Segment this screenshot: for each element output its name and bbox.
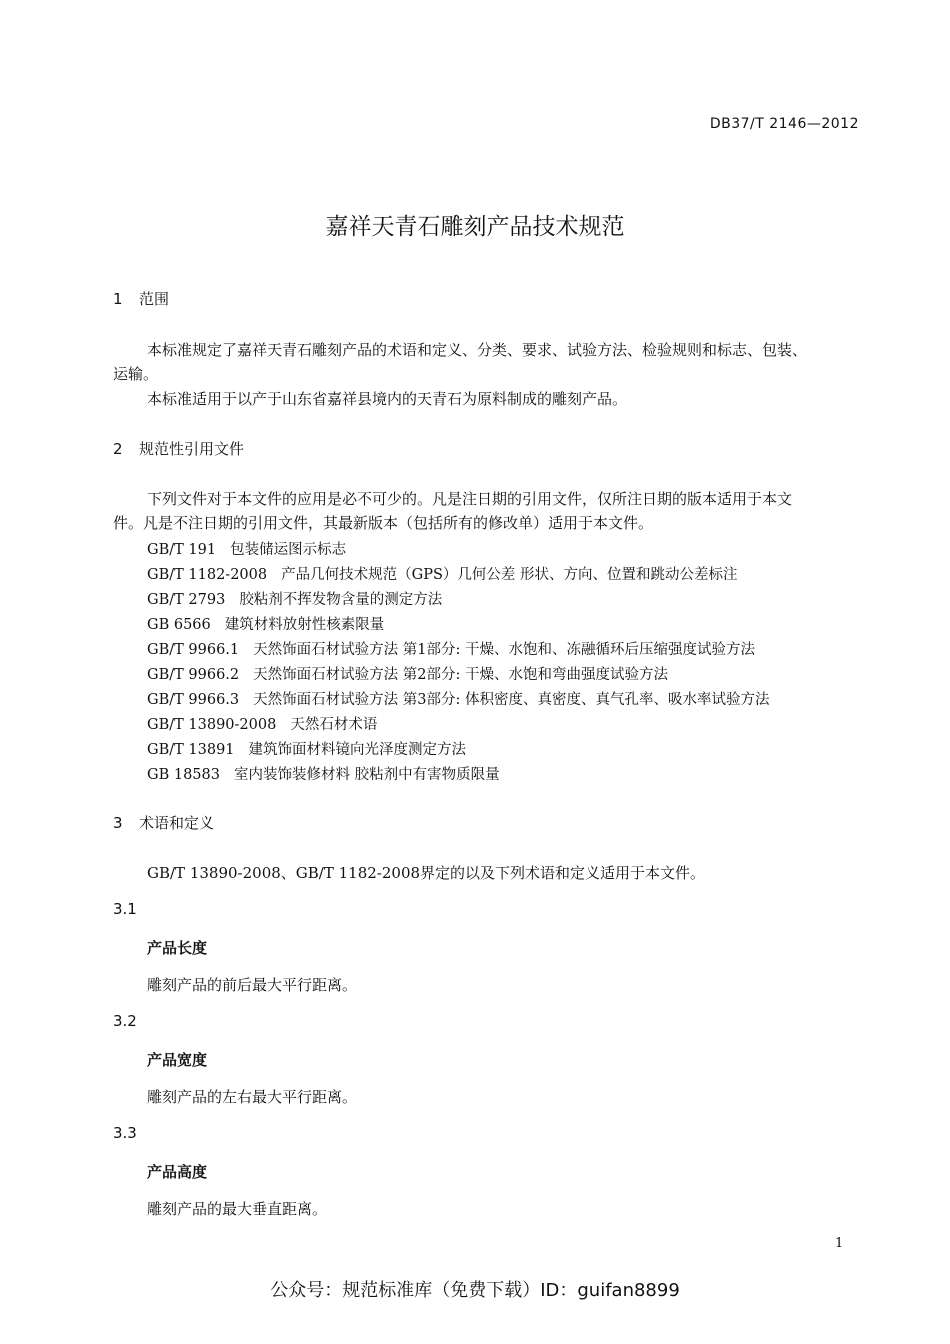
reference-item bbox=[147, 613, 384, 634]
paragraph: 下列文件对于本文件的应用是必不可少的。凡是注日期的引用文件，仅所注日期的版本适用于本文 bbox=[147, 490, 793, 508]
section-number: 1 bbox=[113, 290, 123, 308]
term-number: 3.3 bbox=[113, 1124, 137, 1142]
reference-code: GB/T 9966.2 bbox=[147, 667, 240, 683]
section-title: 规范性引用文件 bbox=[139, 440, 245, 458]
section-1-heading bbox=[113, 288, 169, 309]
reference-title: 室内装饰装修材料 胶粘剂中有害物质限量 bbox=[233, 767, 500, 783]
reference-item bbox=[147, 688, 769, 709]
reference-title: 产品几何技术规范（GPS）几何公差 形状、方向、位置和跳动公差标注 bbox=[281, 567, 738, 583]
reference-title: 建筑材料放射性核素限量 bbox=[224, 617, 385, 633]
term-definition: 雕刻产品的前后最大平行距离。 bbox=[147, 976, 358, 994]
term-name: 产品长度 bbox=[147, 939, 208, 957]
reference-code: GB/T 2793 bbox=[147, 592, 226, 608]
paragraph: GB/T 13890-2008、GB/T 1182-2008界定的以及下列术语和定义适用于本文件。 bbox=[147, 864, 706, 882]
reference-title: 天然饰面石材试验方法 第1部分: 干燥、水饱和、冻融循环后压缩强度试验方法 bbox=[253, 642, 755, 658]
page-number: 1 bbox=[835, 1236, 844, 1251]
reference-title: 胶粘剂不挥发物含量的测定方法 bbox=[239, 592, 443, 608]
standard-number: DB37/T 2146—2012 bbox=[709, 116, 859, 132]
reference-item bbox=[147, 663, 668, 684]
section-number: 3 bbox=[113, 814, 123, 832]
reference-item bbox=[147, 538, 346, 559]
reference-item bbox=[147, 738, 466, 759]
reference-title: 建筑饰面材料镜向光泽度测定方法 bbox=[248, 742, 467, 758]
reference-item bbox=[147, 638, 755, 659]
reference-item bbox=[147, 713, 377, 734]
reference-item bbox=[147, 563, 738, 584]
document-title: 嘉祥天青石雕刻产品技术规范 bbox=[325, 214, 625, 240]
paragraph: 运输。 bbox=[113, 365, 159, 383]
term-number: 3.2 bbox=[113, 1012, 137, 1030]
reference-code: GB 18583 bbox=[147, 767, 220, 783]
term-name: 产品高度 bbox=[147, 1163, 208, 1181]
term-definition: 雕刻产品的左右最大平行距离。 bbox=[147, 1088, 358, 1106]
reference-title: 天然饰面石材试验方法 第2部分: 干燥、水饱和弯曲强度试验方法 bbox=[253, 667, 668, 683]
section-2-heading bbox=[113, 438, 244, 459]
reference-item bbox=[147, 588, 442, 609]
paragraph: 本标准规定了嘉祥天青石雕刻产品的术语和定义、分类、要求、试验方法、检验规则和标志、包装、 bbox=[147, 341, 808, 359]
section-title: 范围 bbox=[139, 290, 170, 308]
reference-code: GB/T 13891 bbox=[147, 742, 235, 758]
paragraph: 件。凡是不注日期的引用文件，其最新版本（包括所有的修改单）适用于本文件。 bbox=[113, 514, 654, 532]
section-3-heading bbox=[113, 812, 214, 833]
reference-item bbox=[147, 763, 500, 784]
reference-code: GB/T 9966.1 bbox=[147, 642, 240, 658]
term-number: 3.1 bbox=[113, 900, 137, 918]
reference-code: GB/T 191 bbox=[147, 542, 217, 558]
term-name: 产品宽度 bbox=[147, 1051, 208, 1069]
paragraph: 本标准适用于以产于山东省嘉祥县境内的天青石为原料制成的雕刻产品。 bbox=[147, 390, 628, 408]
term-definition: 雕刻产品的最大垂直距离。 bbox=[147, 1200, 328, 1218]
section-number: 2 bbox=[113, 440, 123, 458]
reference-title: 包装储运图示标志 bbox=[230, 542, 347, 558]
footer-watermark: 公众号：规范标准库（免费下载）ID：guifan8899 bbox=[270, 1280, 680, 1301]
reference-code: GB 6566 bbox=[147, 617, 211, 633]
reference-code: GB/T 13890-2008 bbox=[147, 717, 277, 733]
reference-title: 天然石材术语 bbox=[290, 717, 378, 733]
reference-title: 天然饰面石材试验方法 第3部分: 体积密度、真密度、真气孔率、吸水率试验方法 bbox=[253, 692, 770, 708]
reference-code: GB/T 9966.3 bbox=[147, 692, 240, 708]
reference-code: GB/T 1182-2008 bbox=[147, 567, 268, 583]
section-title: 术语和定义 bbox=[139, 814, 215, 832]
